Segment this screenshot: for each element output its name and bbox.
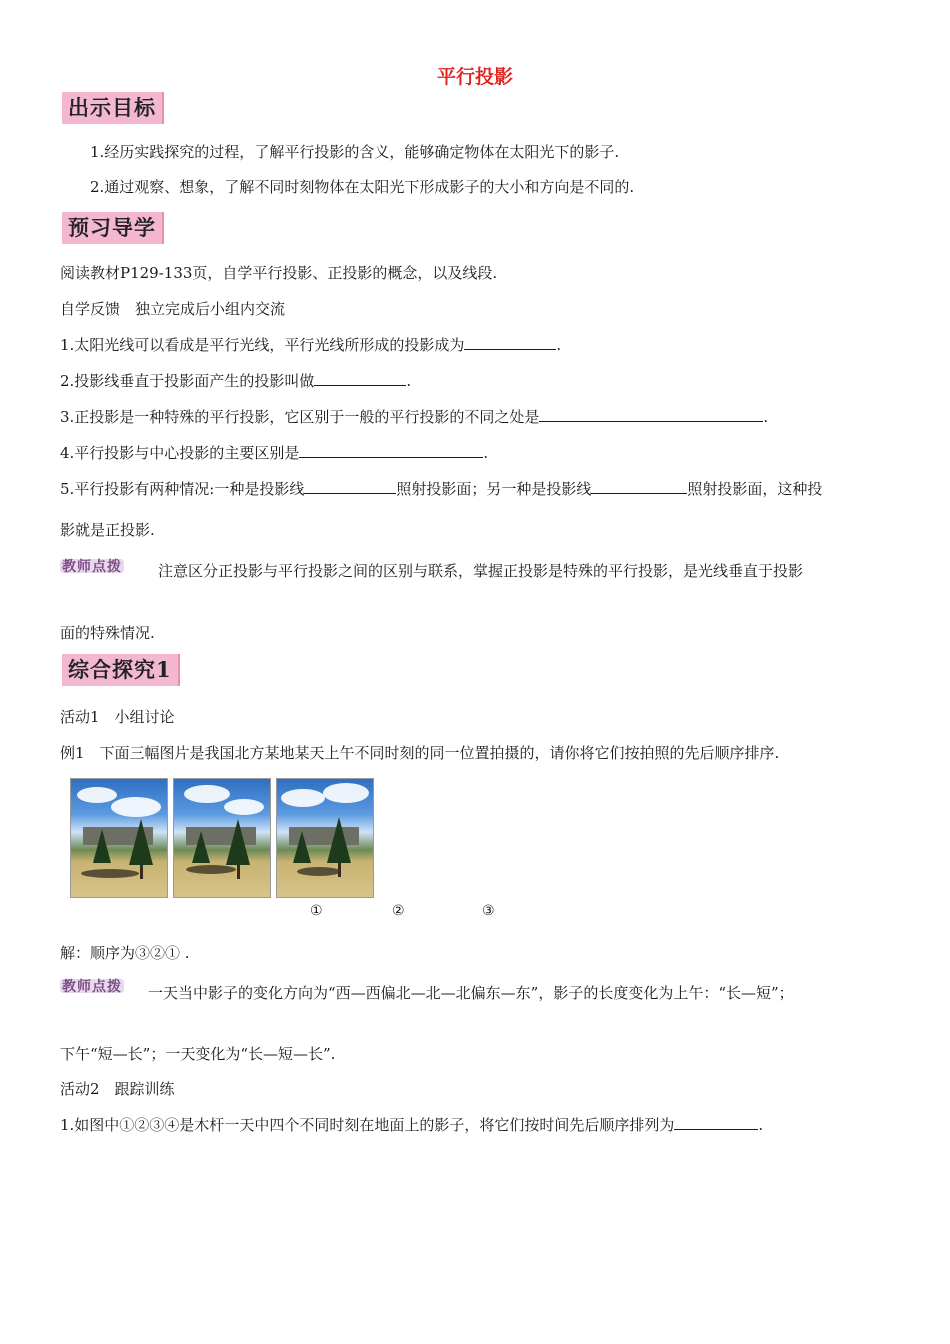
answer-blank[interactable] xyxy=(539,406,763,422)
section-explore-header: 综合探究1 xyxy=(62,654,180,686)
section-goals-header: 出示目标 xyxy=(62,92,164,124)
question-1 xyxy=(60,334,561,355)
photo-label-3: ③ xyxy=(482,903,495,919)
exercise-1-text: 1.如图中①②③④是木杆一天中四个不同时刻在地面上的影子，将它们按时间先后顺序排列为 xyxy=(60,1116,675,1134)
feedback-instruction: 自学反馈 独立完成后小组内交流 xyxy=(60,300,286,318)
activity-2-heading: 活动2 跟踪训练 xyxy=(60,1080,175,1098)
teacher-tip-badge: 教师点拨 xyxy=(62,976,122,996)
question-end: . xyxy=(556,336,562,354)
photo-label-1: ① xyxy=(310,903,323,919)
goal-2: 2.通过观察、想象，了解不同时刻物体在太阳光下形成影子的大小和方向是不同的. xyxy=(90,178,635,196)
teacher-tip-1-line-2: 面的特殊情况. xyxy=(60,624,155,642)
activity-1-heading: 活动1 小组讨论 xyxy=(60,708,175,726)
question-3-text: 3.正投影是一种特殊的平行投影，它区别于一般的平行投影的不同之处是 xyxy=(60,408,540,426)
page-title: 平行投影 xyxy=(436,66,513,88)
question-1-text: 1.太阳光线可以看成是平行光线，平行光线所形成的投影成为 xyxy=(60,336,465,354)
question-4-text: 4.平行投影与中心投影的主要区别是 xyxy=(60,444,300,462)
question-3 xyxy=(60,406,768,427)
question-2 xyxy=(60,370,411,391)
photo-1 xyxy=(70,778,168,898)
goal-1: 1.经历实践探究的过程，了解平行投影的含义，能够确定物体在太阳光下的影子. xyxy=(90,143,620,161)
question-5-text-b: 照射投影面；另一种是投影线 xyxy=(396,480,592,498)
answer-blank[interactable] xyxy=(591,478,687,494)
exercise-1 xyxy=(60,1114,763,1135)
photo-2 xyxy=(173,778,271,898)
question-5-continued: 影就是正投影. xyxy=(60,521,155,539)
photo-label-2: ② xyxy=(392,903,405,919)
question-5-text-a: 5.平行投影有两种情况:一种是投影线 xyxy=(60,480,305,498)
question-end: . xyxy=(758,1116,764,1134)
question-2-text: 2.投影线垂直于投影面产生的投影叫做 xyxy=(60,372,315,390)
answer-blank[interactable] xyxy=(674,1114,758,1130)
question-end: . xyxy=(483,444,489,462)
teacher-tip-2-line-2: 下午“短—长”；一天变化为“长—短—长”. xyxy=(60,1045,336,1063)
answer-blank[interactable] xyxy=(314,370,406,386)
teacher-tip-badge: 教师点拨 xyxy=(62,556,122,576)
answer-blank[interactable] xyxy=(299,442,483,458)
teacher-tip-1-line-1: 注意区分正投影与平行投影之间的区别与联系，掌握正投影是特殊的平行投影，是光线垂直于投影 xyxy=(158,562,804,580)
teacher-tip-2-line-1: 一天当中影子的变化方向为“西—西偏北—北—北偏东—东”，影子的长度变化为上午：“长—短”； xyxy=(148,984,794,1002)
answer-blank[interactable] xyxy=(464,334,556,350)
question-5-text-c: 照射投影面，这种投 xyxy=(687,480,823,498)
answer-blank[interactable] xyxy=(304,478,396,494)
photo-3 xyxy=(276,778,374,898)
question-4 xyxy=(60,442,488,463)
example-1: 例1 下面三幅图片是我国北方某地某天上午不同时刻的同一位置拍摄的，请你将它们按拍照的先后顺序排序. xyxy=(60,744,780,762)
question-end: . xyxy=(763,408,769,426)
section-preview-header: 预习导学 xyxy=(62,212,164,244)
example-1-answer: 解：顺序为③②① . xyxy=(60,944,190,962)
question-5 xyxy=(60,478,822,499)
reading-instruction: 阅读教材P129-133页，自学平行投影、正投影的概念，以及线段. xyxy=(60,264,498,282)
question-end: . xyxy=(406,372,412,390)
